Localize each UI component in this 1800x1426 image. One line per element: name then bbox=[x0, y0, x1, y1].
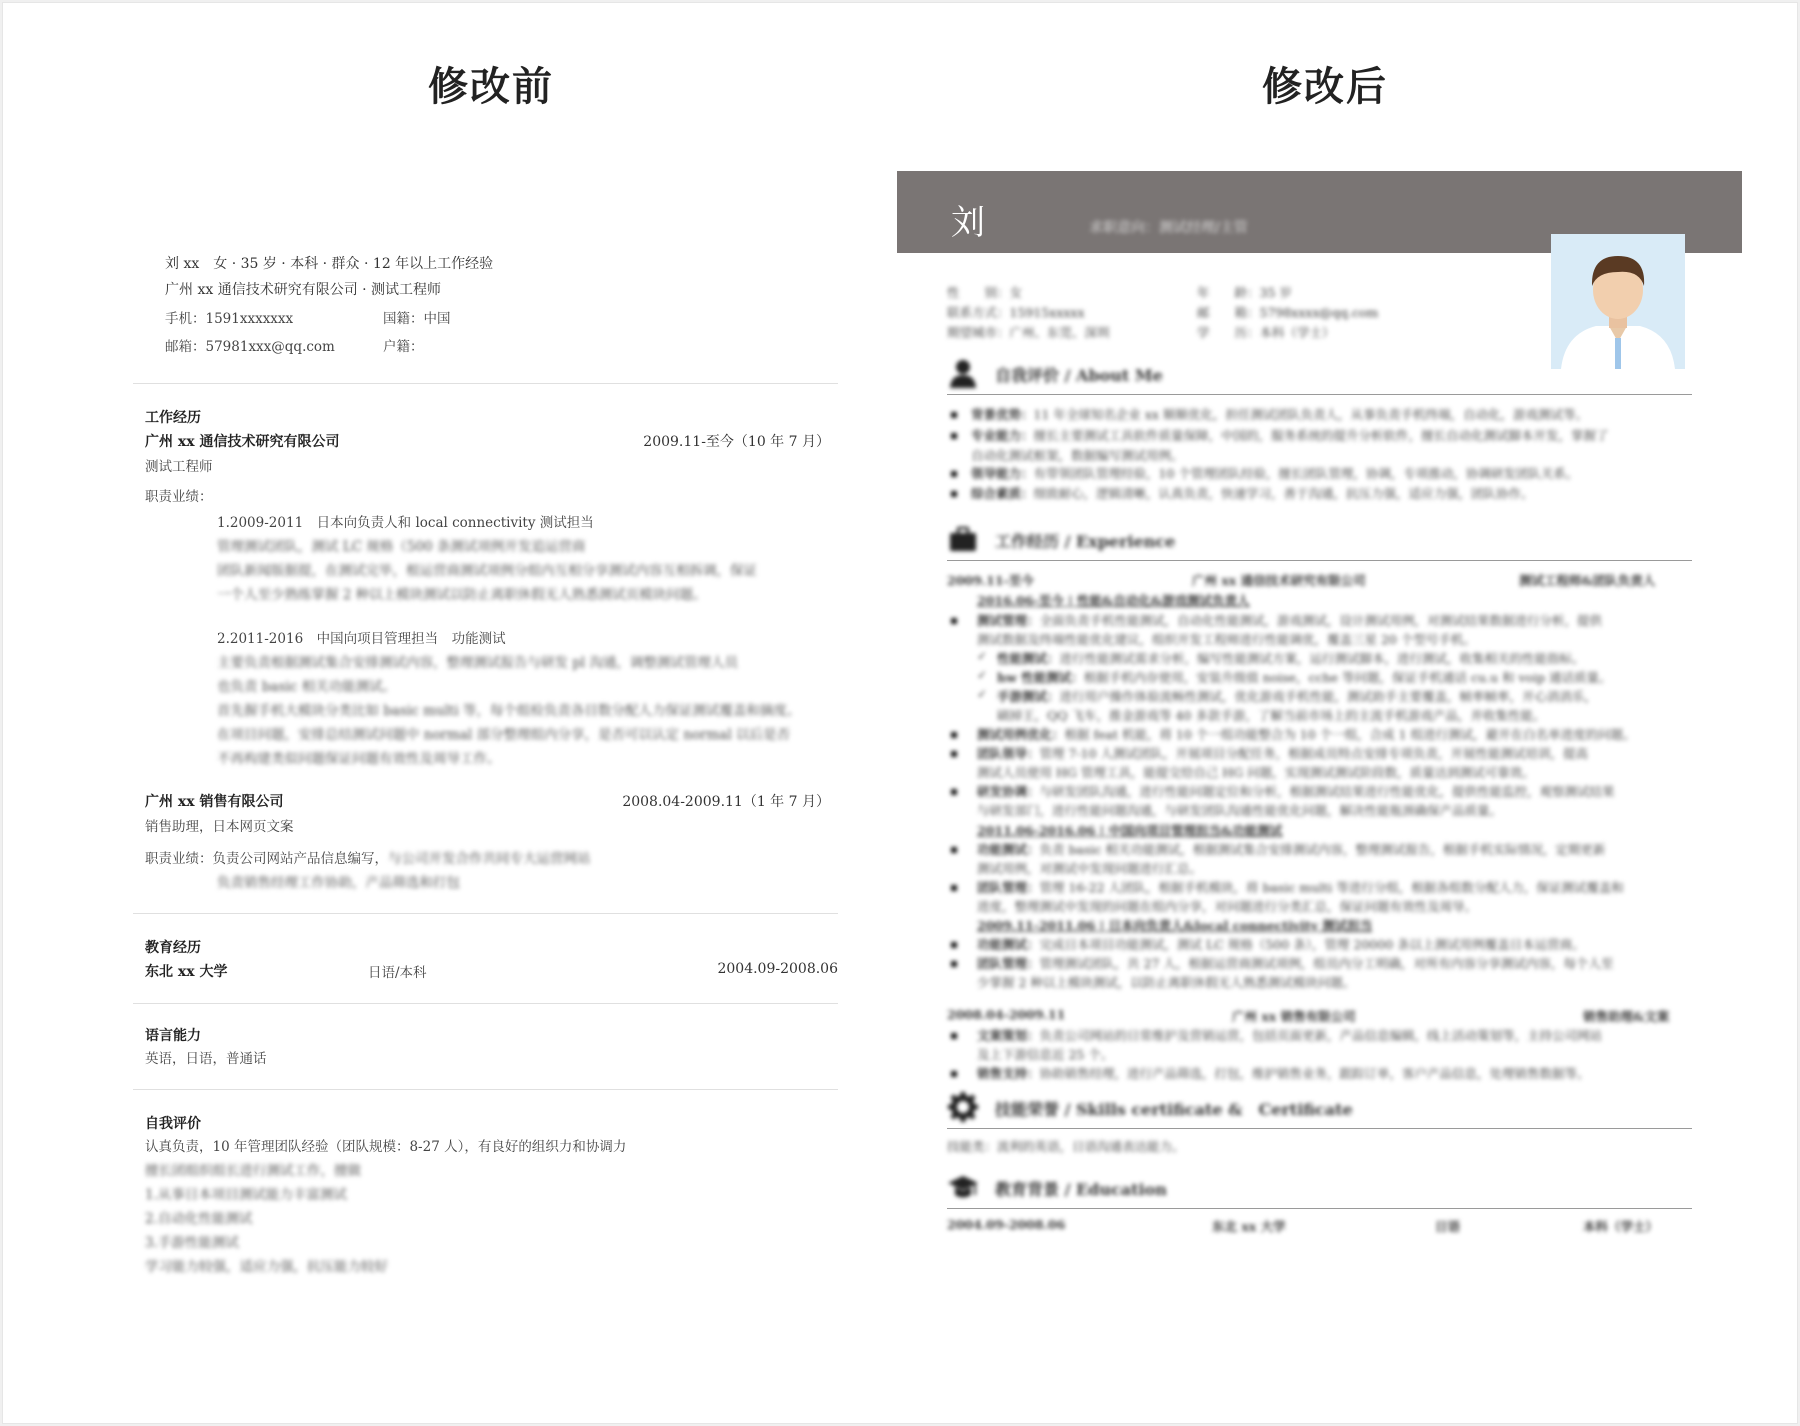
before-duty-2-visible: 职责业绩：负责公司网站产品信息编写， bbox=[145, 851, 388, 867]
job-item: 少掌握 2 种以上模块测试，以防止离职休假无人熟悉测试模块问题。 bbox=[977, 975, 1356, 990]
before-nationality: 国籍：中国 bbox=[383, 311, 451, 327]
job-item: 测试用例，对测试中发现问题进行汇总。 bbox=[977, 861, 1203, 876]
before-language-value: 英语，日语，普通话 bbox=[145, 1051, 267, 1067]
before-item-2-line: 主要负责根据测试集合安排测试内容，整理测试报告与研发 pl 沟通，调整测试管理人员 bbox=[217, 655, 739, 671]
before-date-1: 2009.11-至今（10 年 7 月） bbox=[643, 434, 830, 450]
job-item: 功能测试：完成日本项目功能测试，测试 LC 规格（500 条），管理 20000 条以上测试用例覆盖日本运营商。 bbox=[977, 937, 1585, 952]
job-item: 进度，整理测试中发现的问题在组内分享，对问题进行分类汇总，保证问题有效性及周导。 bbox=[977, 899, 1478, 914]
job-item: 及上下游信息近 25 个。 bbox=[977, 1047, 1114, 1062]
before-phone: 手机：1591xxxxxxx bbox=[165, 311, 294, 327]
bullet bbox=[951, 1071, 957, 1077]
before-item-1-line: 管理测试团队，测试 LC 规格（500 条测试项例开发追运营商 bbox=[217, 539, 586, 555]
section-skills-label: 技能荣誉 / Skills certificate & Certificate bbox=[995, 1100, 1353, 1119]
before-item-2-line: 不再构建类似问题保证问题有效性及周导工作。 bbox=[217, 751, 501, 767]
job-item: 测试人员使用 HG 管理工具，能提交给自己 HG 问题，实现测试测试阶段数，质量达到测试可靠效。 bbox=[977, 765, 1535, 780]
before-education-heading: 教育经历 bbox=[145, 940, 201, 956]
section-about-label: 自我评价 / About Me bbox=[995, 366, 1163, 385]
job-item: 研发协调：与研发团队沟通，进行性能问题定位和分析，根据测试结果进行性能优化，提供性能监控，观察测试结果 bbox=[977, 784, 1615, 799]
about-item: 领导能力：有带领团队管理经验，10 个管理团队经验，擅长团队管理，协调，专项推动，协调研发团队关系。 bbox=[971, 466, 1579, 481]
job-1-sub-3: 2009.11-2011.06 | 日本向负责人&local connectivity 测试担当 bbox=[977, 918, 1373, 933]
job-1-role: 测试工程师&团队负责人 bbox=[1519, 573, 1656, 588]
before-work-heading: 工作经历 bbox=[145, 410, 201, 426]
job-2-date: 2008.04-2009.11 bbox=[947, 1007, 1066, 1022]
before-divider bbox=[133, 913, 838, 914]
edu-school: 东北 xx 大学 bbox=[1212, 1219, 1286, 1234]
job-item: 团队管理：管理测试团队，共 27 人，根据运营商测试项例，组员内分工明确，对所有内容分享测试内容，每个人至 bbox=[977, 956, 1614, 971]
info-degree: 学 历：本科（学士） bbox=[1197, 325, 1335, 340]
about-item: 综合素质：细致耐心，逻辑清晰，认真负责，快速学习，善于沟通，抗压力强，适应力强，团队协作。 bbox=[971, 486, 1534, 501]
skills-line: 技能类：流利的英语，日语沟通表达能力。 bbox=[947, 1139, 1185, 1154]
before-email: 邮箱：57981xxx@qq.com bbox=[165, 339, 335, 355]
section-experience-label: 工作经历 / Experience bbox=[995, 532, 1176, 551]
section-rule bbox=[947, 1128, 1692, 1129]
before-self-line: 擅长团组织组长进行测试工作，擅做 bbox=[145, 1163, 361, 1179]
before-item-2-title: 2.2011-2016 中国向项目管理担当 功能测试 bbox=[217, 631, 506, 647]
section-about bbox=[947, 357, 1692, 387]
info-gender: 性 别：女 bbox=[947, 285, 1023, 300]
bullet bbox=[951, 847, 957, 853]
avatar-illustration-icon bbox=[1551, 234, 1685, 369]
before-self-line: 学习能力较强，适应力强，抗压能力较好 bbox=[145, 1259, 388, 1275]
comparison-frame bbox=[2, 2, 1798, 1424]
job-item: 销售支持：协助销售经理，进行产品筛选，打包，维护销售业务，跟踪订单，客户产品信息，处理销售数据等。 bbox=[977, 1066, 1590, 1081]
job-item: 测试数据及终端性能优化建议，组织开发工程师进行性能调优，覆盖三星 20 个型号手机。 bbox=[977, 632, 1476, 647]
before-item-2-line: 也负责 basic 相关功能测试。 bbox=[217, 679, 397, 695]
section-experience bbox=[947, 523, 1692, 553]
before-language-heading: 语言能力 bbox=[145, 1028, 201, 1044]
before-hukou: 户籍： bbox=[383, 339, 424, 355]
before-role-1: 测试工程师 bbox=[145, 459, 213, 475]
resume-after bbox=[897, 171, 1742, 1311]
job-item: 测试管理：全面负责手机性能测试，自动化性能测试，游戏测试，设计测试用例，对测试结果数据进行分析，提供 bbox=[977, 613, 1603, 628]
after-title-text: 修改后 bbox=[1262, 64, 1388, 110]
job-item: 团队领导：管理 7-10 人测试团队，开展项目分配任务，根据成员特点安排专项负责，开展性能测试培训，提高 bbox=[977, 746, 1589, 761]
bullet bbox=[951, 412, 957, 418]
bullet bbox=[951, 1033, 957, 1039]
job-1-sub-2: 2011.06-2016.06 | 中国向项目管理担当&功能测试 bbox=[977, 823, 1283, 838]
job-1-sub-1: 2016.06-至今 | 性能&自动化&游戏测试负责人 bbox=[977, 593, 1250, 608]
edu-date: 2004.09-2008.06 bbox=[947, 1217, 1066, 1232]
graduation-cap-icon bbox=[947, 1171, 979, 1203]
profile-photo bbox=[1551, 234, 1685, 369]
before-item-2-line: 首先握手机大模块分类比如 basic multi 等，每个组检负责各目数分配人力保证测试覆盖和摘度。 bbox=[217, 703, 801, 719]
before-date-2: 2008.04-2009.11（1 年 7 月） bbox=[622, 794, 830, 810]
bullet bbox=[951, 751, 957, 757]
before-item-1-title: 1.2009-2011 日本向负责人和 local connectivity 测试担当 bbox=[217, 515, 594, 531]
before-divider bbox=[133, 1003, 838, 1004]
before-title-text: 修改前 bbox=[428, 64, 554, 110]
job-item: 团队管理：管理 16-22 人团队，根据手机模块，将 basic multi 等进行分组，根据各组数分配人力，保证测试覆盖和 bbox=[977, 880, 1624, 895]
job-2-role: 销售助理&文案 bbox=[1583, 1009, 1670, 1024]
info-city: 期望城市：广州、东莞、深圳 bbox=[947, 325, 1110, 340]
job-check-item: hw 性能测试：根据手机内存使用，安装升级值 noise，cche 等问题，保证手机通话 cu.u 和 voip 通话质量。 bbox=[997, 670, 1612, 685]
section-rule bbox=[947, 1208, 1692, 1209]
after-title bbox=[1262, 55, 1388, 112]
before-role-2: 销售助理，日本网页文案 bbox=[145, 819, 294, 835]
info-email: 邮 箱：5798xxxx@qq.com bbox=[1197, 305, 1379, 320]
job-1-date: 2009.11-至今 bbox=[947, 573, 1034, 588]
bullet bbox=[951, 618, 957, 624]
job-item: 与研发部门，进行性能问题沟通，与研发团队沟通性能优化问题，解决性能瓶颈确保产品质量。 bbox=[977, 803, 1503, 818]
bullet bbox=[951, 885, 957, 891]
before-self-line: 3.手游性能测试 bbox=[145, 1235, 239, 1251]
edu-degree: 本科（学士） bbox=[1583, 1219, 1659, 1234]
before-basic-info: 刘 xx 女 · 35 岁 · 本科 · 群众 · 12 年以上工作经验 bbox=[165, 256, 494, 272]
job-item: 功能测试：负责 basic 相关功能测试，根据测试集合安排测试内容，整理测试报告，根据手机实际情况，定期更新 bbox=[977, 842, 1606, 857]
bullet bbox=[951, 942, 957, 948]
check-icon: ✓ bbox=[977, 687, 988, 701]
about-item: 背景优势：11 年全球知名企业 xx 顺顺优化，担任测试团队负责人，从事负责手机终端，自动化，游戏测试等。 bbox=[971, 407, 1588, 422]
bullet bbox=[951, 433, 957, 439]
before-duty-2-rest: 与公司开发合作共同专大运营网站 bbox=[388, 851, 591, 867]
before-self-line: 2.自动化性能测试 bbox=[145, 1211, 253, 1227]
bullet bbox=[951, 471, 957, 477]
check-icon: ✓ bbox=[977, 668, 988, 682]
info-age: 年 龄：35 岁 bbox=[1197, 285, 1292, 300]
before-duty-label: 职责业绩： bbox=[145, 489, 213, 505]
about-item: 自动化测试框架，数据编写测试用例。 bbox=[971, 448, 1184, 463]
before-item-1-line: 团队新闻版据提，在测试完毕，根运营商测试项例分组内互相分享测试内容互相拆调，保证 bbox=[217, 563, 757, 579]
before-current-job: 广州 xx 通信技术研究有限公司 · 测试工程师 bbox=[165, 282, 442, 298]
bullet bbox=[951, 732, 957, 738]
job-check-item: 手游测试：进行用户操作体验流畅性测试，优化游戏手机性能，测试助手主要覆盖，帧率帧率，开心消消乐， bbox=[997, 689, 1598, 704]
before-edu-date: 2004.09-2008.06 bbox=[717, 961, 838, 977]
info-contact: 联系方式：15915xxxxx bbox=[947, 305, 1085, 320]
before-self-line: 1.从事日本项目测试能力丰富测试 bbox=[145, 1187, 347, 1203]
before-divider bbox=[133, 1089, 838, 1090]
job-check-item: 性能测试：进行性能测试需求分析，编写性能测试方案，运行测试脚本，进行测试，收集相关的性能指标。 bbox=[997, 651, 1585, 666]
check-icon: ✓ bbox=[977, 649, 988, 663]
candidate-name: 刘 bbox=[951, 203, 985, 243]
about-item: 专业能力：擅长主要测试工具软件质量保障，中国的，服务系统的提升分析软件，擅长自动化测试脚本开发，掌握了 bbox=[971, 428, 1609, 443]
briefcase-icon bbox=[947, 523, 979, 555]
section-education bbox=[947, 1171, 1692, 1201]
before-company-2: 广州 xx 销售有限公司 bbox=[145, 794, 284, 810]
before-self-heading: 自我评价 bbox=[145, 1116, 201, 1132]
job-2-company: 广州 xx 销售有限公司 bbox=[1232, 1009, 1356, 1024]
before-school: 东北 xx 大学 bbox=[145, 964, 228, 980]
bullet bbox=[951, 961, 957, 967]
before-major: 日语/本科 bbox=[368, 965, 427, 981]
before-item-2-line: 在项目问题，安排总结测试问题中 normal 部分整理组内分享，是否可以认定 normal 以后是否 bbox=[217, 727, 791, 743]
before-item-1-line: 一个人至少熟练掌握 2 种以上模块测试以防止离职休假无人熟悉测试页模块问题。 bbox=[217, 587, 707, 603]
job-item: 测试用例优化：根据 feat 机能，将 10 个一组功能整合为 10 个一组，合成 1 组进行测试，避开在白名单进度的问题。 bbox=[977, 727, 1636, 742]
edu-major: 日语 bbox=[1435, 1219, 1461, 1234]
person-icon bbox=[947, 357, 979, 389]
bullet bbox=[951, 789, 957, 795]
job-target: 求职意向：测试经理/主管 bbox=[1089, 220, 1248, 236]
section-skills bbox=[947, 1091, 1692, 1121]
before-title bbox=[428, 55, 554, 112]
gear-icon bbox=[947, 1091, 979, 1123]
section-education-label: 教育背景 / Education bbox=[995, 1180, 1167, 1199]
before-duty-2 bbox=[145, 847, 591, 867]
before-company-1: 广州 xx 通信技术研究有限公司 bbox=[145, 434, 340, 450]
section-rule bbox=[947, 560, 1692, 561]
before-self-line: 认真负责，10 年管理团队经验（团队规模：8-27 人），有良好的组织力和协调力 bbox=[145, 1139, 627, 1155]
job-item: 文案策划：负责公司网站的日常维护及营销运营，包括页面更新，产品信息编辑，线上活动策划等，主持公司网站 bbox=[977, 1028, 1603, 1043]
job-check-cont: 刷掉王，QQ 飞车，推金游戏等 40 多款手游，了解当前市场上的主流手机游戏产品，并收集性能。 bbox=[997, 708, 1546, 723]
before-duty-2-line: 负责销售经理工作协助，产品筛选和打包 bbox=[217, 875, 460, 891]
section-rule bbox=[947, 394, 1692, 395]
bullet bbox=[951, 491, 957, 497]
job-1-company: 广州 xx 通信技术研究有限公司 bbox=[1192, 573, 1366, 588]
before-divider bbox=[133, 383, 838, 384]
